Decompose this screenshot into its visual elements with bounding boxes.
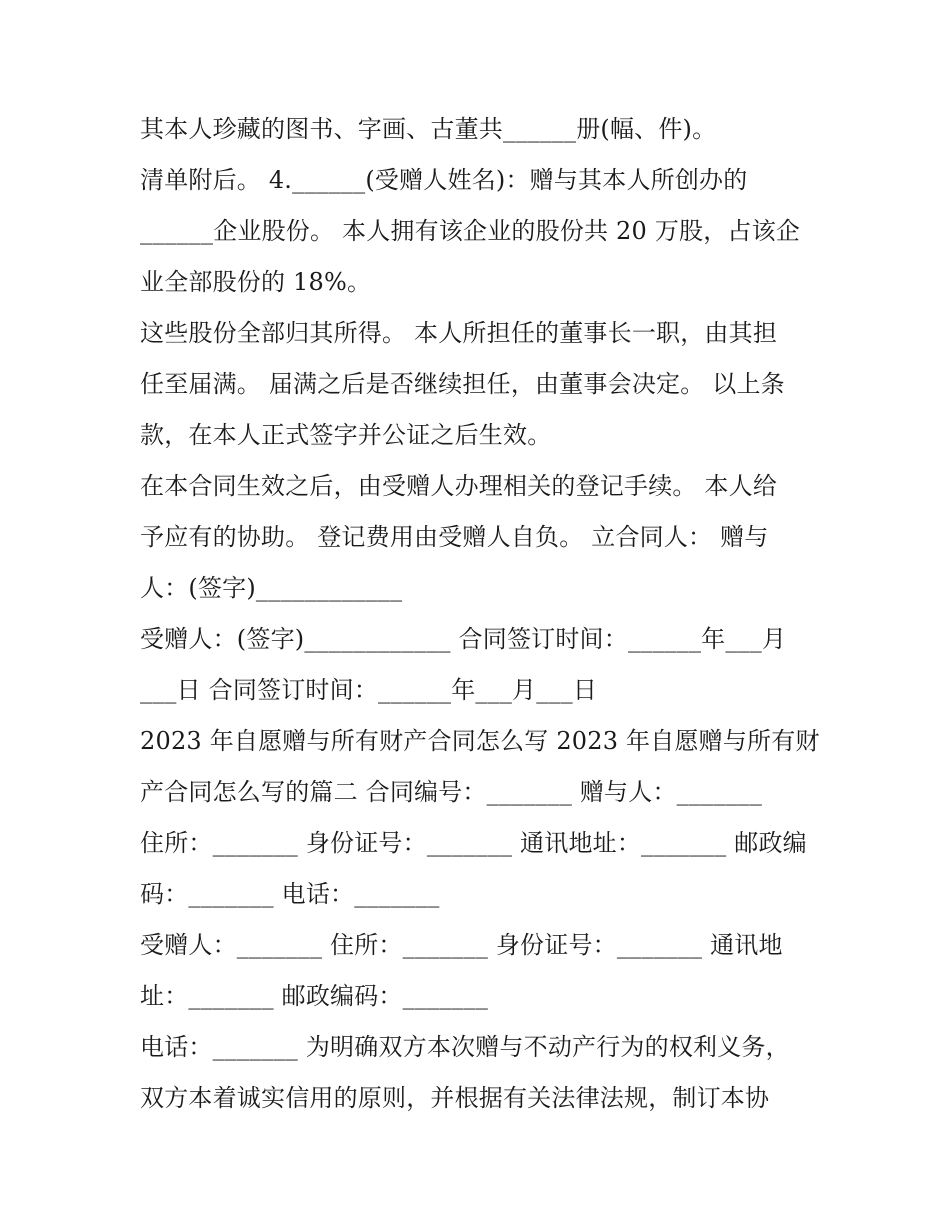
- text-line-9: 予应有的协助。 登记费用由受赠人自负。 立合同人： 赠与: [140, 523, 769, 551]
- text-line-18: 址：_______ 邮政编码：_______: [140, 982, 489, 1010]
- text-line-7: 款，在本人正式签字并公证之后生效。: [140, 421, 552, 449]
- text-line-14: 产合同怎么写的篇二 合同编号：_______ 赠与人：_______: [140, 778, 763, 806]
- text-line-3: ______企业股份。 本人拥有该企业的股份共 20 万股，占该企: [140, 217, 801, 245]
- text-line-20: 双方本着诚实信用的原则，并根据有关法律法规，制订本协: [140, 1084, 770, 1112]
- text-line-17: 受赠人：_______ 住所：_______ 身份证号：_______ 通讯地: [140, 931, 783, 959]
- text-line-10: 人：(签字)____________: [140, 574, 403, 602]
- text-line-12: ___日 合同签订时间：______年___月___日: [140, 676, 598, 704]
- text-line-11: 受赠人：(签字)____________ 合同签订时间：______年___月: [140, 625, 787, 653]
- text-line-2: 清单附后。 4.______(受赠人姓名)：赠与其本人所创办的: [140, 166, 748, 194]
- text-line-13: 2023 年自愿赠与所有财产合同怎么写 2023 年自愿赠与所有财: [140, 727, 820, 755]
- text-line-8: 在本合同生效之后，由受赠人办理相关的登记手续。 本人给: [140, 472, 778, 500]
- text-line-5: 这些股份全部归其所得。 本人所担任的董事长一职，由其担: [140, 319, 778, 347]
- text-line-6: 任至届满。 届满之后是否继续担任，由董事会决定。 以上条: [140, 370, 785, 398]
- text-line-4: 业全部股份的 18%。: [140, 268, 372, 296]
- text-line-16: 码：_______ 电话：_______: [140, 880, 440, 908]
- text-line-1: 其本人珍藏的图书、字画、古董共______册(幅、件)。: [140, 115, 717, 143]
- text-line-15: 住所：_______ 身份证号：_______ 通讯地址：_______ 邮政编: [140, 829, 807, 857]
- text-line-19: 电话：_______ 为明确双方本次赠与不动产行为的权利义务，: [140, 1033, 790, 1061]
- document-body: [140, 104, 820, 1124]
